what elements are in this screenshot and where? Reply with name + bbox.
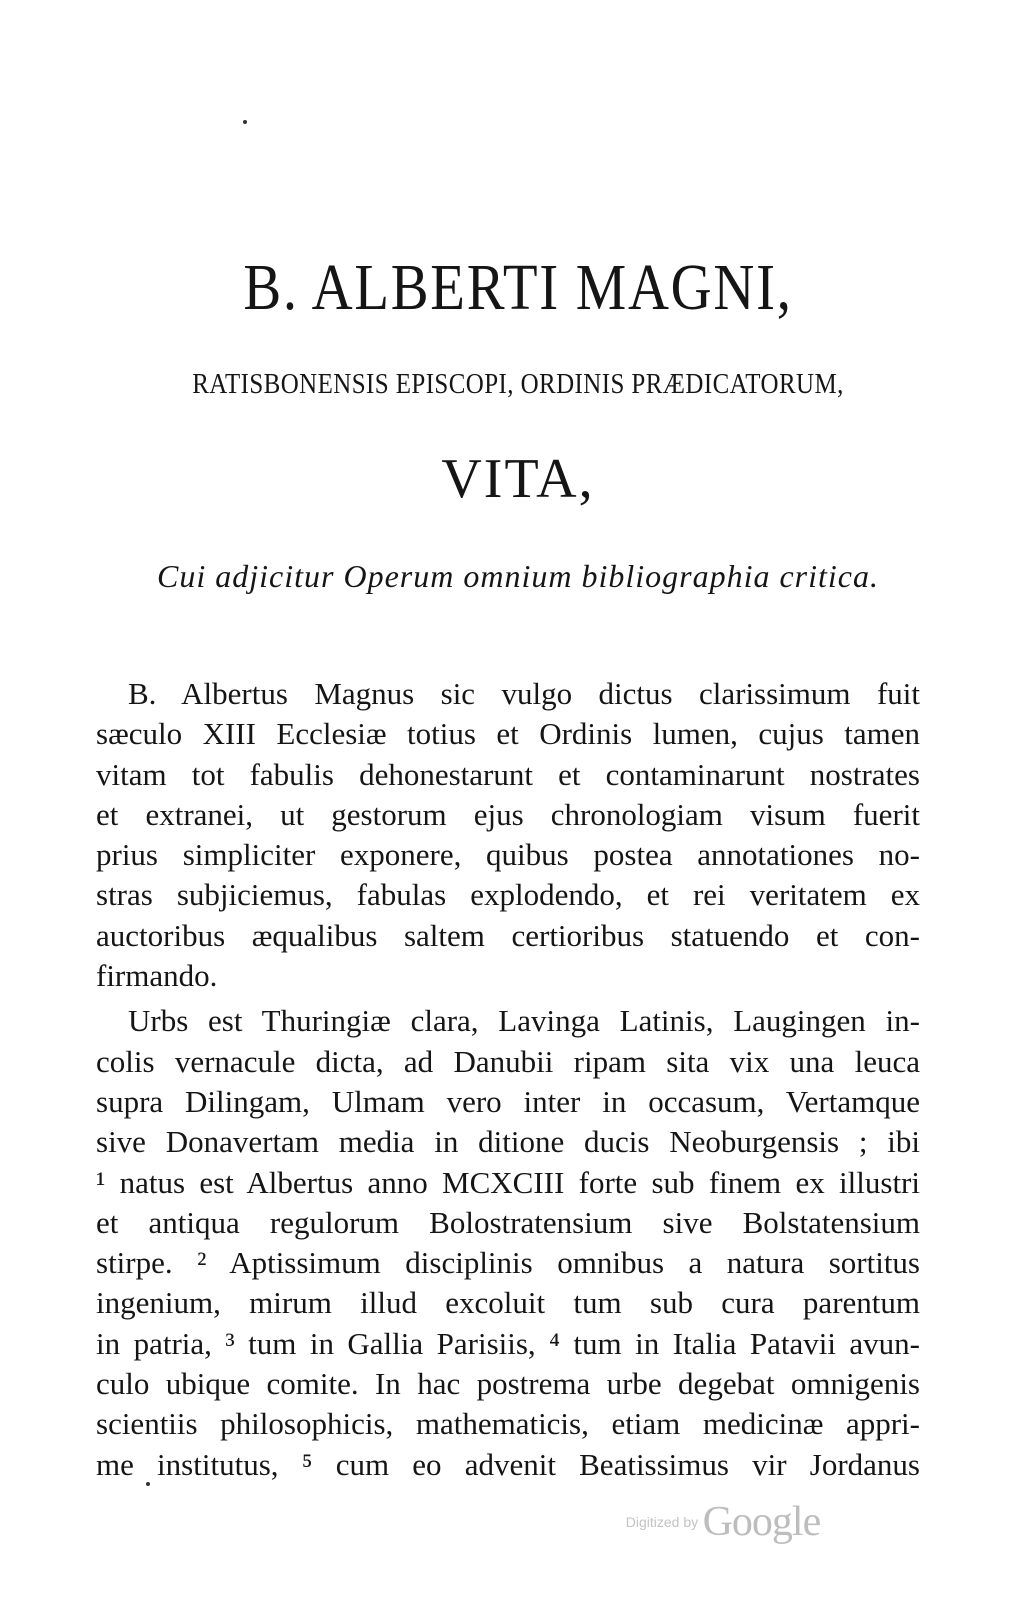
paragraph-2 — [96, 1001, 920, 1485]
text-line: et antiqua regulorum Bolostratensium sive Bolstatensium — [96, 1204, 920, 1240]
text-line: prius simpliciter exponere, quibus postea annotationes no- — [96, 837, 920, 873]
text-line: in patria, ³ tum in Gallia Parisiis, ⁴ tum in Italia Patavii avun- — [96, 1325, 920, 1361]
text-line: et extranei, ut gestorum ejus chronologiam visum fuerit — [96, 796, 920, 832]
page-title: B. ALBERTI MAGNI, — [243, 251, 793, 324]
text-line: vitam tot fabulis dehonestarunt et contaminarunt nostrates — [96, 756, 920, 792]
tagline: Cui adjicitur Operum omnium bibliographia critica. — [157, 558, 879, 594]
text-line: auctoribus æqualibus saltem certioribus statuendo et con- — [96, 917, 920, 953]
watermark-prefix: Digitized by — [625, 1514, 699, 1530]
text-line: scientiis philosophicis, mathematicis, etiam medicinæ appri- — [96, 1406, 920, 1442]
text-line: B. Albertus Magnus sic vulgo dictus clarissimum fuit — [128, 676, 920, 711]
text-line: sive Donavertam media in ditione ducis Neoburgensis ; ibi — [96, 1124, 920, 1160]
text-line: stras subjiciemus, fabulas explodendo, et rei veritatem ex — [96, 877, 920, 913]
body-text — [96, 674, 920, 1485]
page-subtitle: RATISBONENSIS EPISCOPI, ORDINIS PRÆDICATORUM, — [192, 368, 844, 400]
speck-mark — [243, 120, 247, 124]
text-line: stirpe. ² Aptissimum disciplinis omnibus a natura sortitus — [96, 1245, 920, 1281]
vita-heading: VITA, — [441, 448, 595, 510]
text-line: Urbs est Thuringiæ clara, Lavinga Latinis, Laugingen in- — [128, 1003, 920, 1039]
text-line: firmando. — [96, 958, 218, 994]
speck-mark — [146, 1482, 150, 1486]
text-line: ingenium, mirum illud excoluit tum sub cura parentum — [96, 1285, 920, 1321]
google-logo: Google — [702, 1499, 821, 1545]
paragraph-1 — [96, 674, 920, 996]
digitized-watermark — [0, 1498, 1036, 1546]
text-line: me institutus, ⁵ cum eo advenit Beatissimus vir Jordanus — [96, 1446, 920, 1482]
text-line: culo ubique comite. In hac postrema urbe degebat omnigenis — [96, 1366, 920, 1402]
text-line: ¹ natus est Albertus anno MCXCIII forte sub finem ex illustri — [96, 1164, 920, 1200]
text-line: sæculo XIII Ecclesiæ totius et Ordinis lumen, cujus tamen — [96, 716, 920, 752]
text-line: supra Dilingam, Ulmam vero inter in occasum, Vertamque — [96, 1083, 920, 1119]
text-line: colis vernacule dicta, ad Danubii ripam sita vix una leuca — [96, 1043, 920, 1079]
